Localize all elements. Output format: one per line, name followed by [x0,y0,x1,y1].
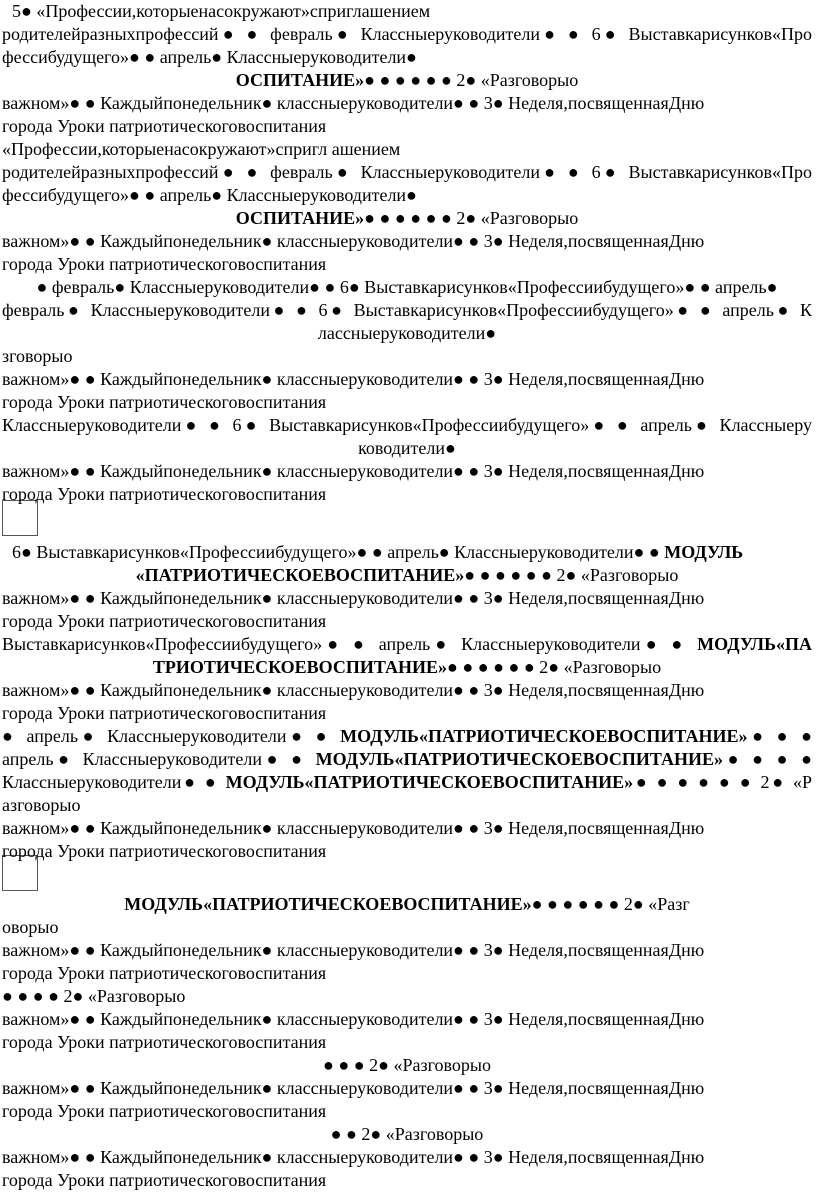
text-line: важном»● ● Каждыйпонедельник● классныеруководители● ● 3● Неделя,посвященнаяДню [2,818,705,838]
text-line: «Профессии,которыенасокружают»спригл ашением [2,139,401,159]
text-line: ководители● [358,438,456,458]
text-line: важном»● ● Каждыйпонедельник● классныеруководители● ● 3● Неделя,посвященнаяДню [2,940,705,960]
text-line: города Уроки патриотическоговоспитания [2,703,327,723]
text-line: лассныеруководители● [317,323,497,343]
text-line: ● ● ● ● 2● «Разговорыо [2,986,186,1006]
text-line: апрель● Классныеруководители● ● МОДУЛЬ«ПАТРИОТИЧЕСКОЕВОСПИТАНИЕ»● ● ● ● [2,749,812,769]
text-line: ● ● 2● «Разговорыо [330,1124,484,1144]
text-line: ● ● ● 2● «Разговорыо [322,1055,491,1075]
text-line: важном»● ● Каждыйпонедельник● классныеруководители● ● 3● Неделя,посвященнаяДню [2,461,705,481]
text-line: важном»● ● Каждыйпонедельник● классныеруководители● ● 3● Неделя,посвященнаяДню [2,680,705,700]
text-line: ОСПИТАНИЕ»● ● ● ● ● ● 2● «Разговорыо [235,208,579,228]
text-line: фессибудущего»● ● апрель● Классныеруководители● [2,47,417,67]
text-line: родителейразныхпрофессий● ● февраль● Классныеруководители● ● 6● Выставкарисунков«Про [2,162,812,182]
text-line: города Уроки патриотическоговоспитания [2,484,327,504]
text-line: ОСПИТАНИЕ»● ● ● ● ● ● 2● «Разговорыо [235,70,579,90]
text-line: важном»● ● Каждыйпонедельник● классныеруководители● ● 3● Неделя,посвященнаяДню [2,1078,705,1098]
text-line: Классныеруководители● ● МОДУЛЬ«ПАТРИОТИЧЕСКОЕВОСПИТАНИЕ»● ● ● ● ● ● 2● «Р [2,772,812,792]
text-line: ТРИОТИЧЕСКОЕВОСПИТАНИЕ»● ● ● ● ● ● 2● «Разговорыо [152,657,662,677]
text-line: февраль● Классныеруководители● ● 6● Выставкарисунков«Профессиибудущего»● ● апрель● К [2,300,812,320]
text-line: города Уроки патриотическоговоспитания [2,611,327,631]
text-line: фессибудущего»● ● апрель● Классныеруководители● [2,185,417,205]
text-line: города Уроки патриотическоговоспитания [2,254,327,274]
text-line: оворыо [2,917,59,937]
text-line: города Уроки патриотическоговоспитания [2,1170,327,1190]
text-line: ● апрель● Классныеруководители● ● МОДУЛЬ«ПАТРИОТИЧЕСКОЕВОСПИТАНИЕ»● ● ● [2,726,812,746]
text-line: «ПАТРИОТИЧЕСКОЕВОСПИТАНИЕ»● ● ● ● ● ● 2● «Разговорыо [135,565,679,585]
text-line: важном»● ● Каждыйпонедельник● классныеруководители● ● 3● Неделя,посвященнаяДню [2,93,705,113]
text-line: 6● Выставкарисунков«Профессиибудущего»● ● апрель● Классныеруководители● ● МОДУЛЬ [12,542,744,562]
text-line: города Уроки патриотическоговоспитания [2,1032,327,1052]
text-line: ● февраль● Классныеруководители● ● 6● Выставкарисунков«Профессиибудущего»● ● апрель● [36,277,778,297]
text-line: города Уроки патриотическоговоспитания [2,392,327,412]
text-line: города Уроки патриотическоговоспитания [2,116,327,136]
text-line: Классныеруководители● ● 6● Выставкарисунков«Профессиибудущего»● ● апрель● Классныеру [2,415,812,435]
text-line: города Уроки патриотическоговоспитания [2,1101,327,1121]
text-line: азговорыо [2,795,81,815]
text-line: МОДУЛЬ«ПАТРИОТИЧЕСКОЕВОСПИТАНИЕ»● ● ● ● ● ● 2● «Разг [124,894,690,914]
text-line: города Уроки патриотическоговоспитания [2,963,327,983]
text-line: города Уроки патриотическоговоспитания [2,841,327,861]
text-line: важном»● ● Каждыйпонедельник● классныеруководители● ● 3● Неделя,посвященнаяДню [2,231,705,251]
text-line: важном»● ● Каждыйпонедельник● классныеруководители● ● 3● Неделя,посвященнаяДню [2,369,705,389]
text-line: родителейразныхпрофессий● ● февраль● Классныеруководители● ● 6● Выставкарисунков«Про [2,24,812,44]
text-line: важном»● ● Каждыйпонедельник● классныеруководители● ● 3● Неделя,посвященнаяДню [2,1009,705,1029]
text-line: 5● «Профессии,которыенасокружают»сприглашением [12,1,431,21]
text-line: важном»● ● Каждыйпонедельник● классныеруководители● ● 3● Неделя,посвященнаяДню [2,1147,705,1167]
text-line: зговорыо [2,346,73,366]
text-line: важном»● ● Каждыйпонедельник● классныеруководители● ● 3● Неделя,посвященнаяДню [2,588,705,608]
text-line: Выставкарисунков«Профессиибудущего»● ● апрель● Классныеруководители● ● МОДУЛЬ«ПА [2,634,812,654]
